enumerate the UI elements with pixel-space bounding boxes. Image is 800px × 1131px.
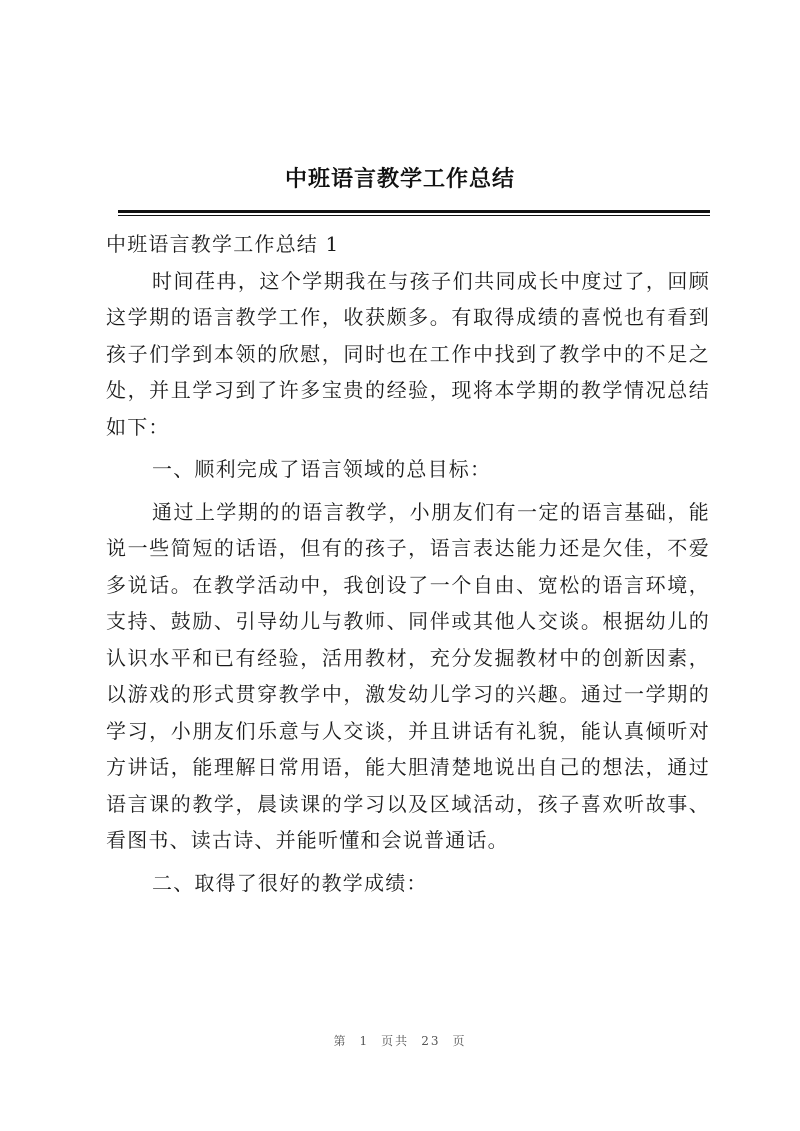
paragraph-heading-1: 一、顺利完成了语言领域的总目标：: [152, 457, 492, 481]
paragraph-body-1: 通过上学期的的语言教学，小朋友们有一定的语言基础，能说一些简短的话语，但有的孩子，语言表达能力还是欠佳，不爱多说话。在教学活动中，我创设了一个自由、宽松的语言环境，支持、鼓励、引导幼儿与教师、同伴或其他人交谈。根据幼儿的认识水平和已有经验，活用教材，充分发掘教材中的创新因素，以游戏的形式贯穿教学中，激发幼儿学习的兴趣。通过一学期的学习，小朋友们乐意与人交谈，并且讲话有礼貌，能认真倾听对方讲话，能理解日常用语，能大胆清楚地说出自己的想法，通过语言课的教学，晨读课的学习以及区域活动，孩子喜欢听故事、看图书、读古诗、并能听懂和会说普通话。: [106, 499, 710, 852]
section-heading: 中班语言教学工作总结 1: [106, 232, 340, 256]
footer-page-number: 1: [359, 1034, 370, 1048]
footer-prefix: 第: [333, 1034, 348, 1048]
paragraph-heading-2: 二、取得了很好的教学成绩：: [152, 870, 428, 895]
footer-total-pages: 23: [421, 1034, 441, 1048]
footer-middle: 页共: [381, 1034, 410, 1048]
document-body: [106, 226, 710, 901]
document-title: 中班语言教学工作总结: [284, 167, 515, 192]
title-rule-thin: [118, 215, 710, 216]
page-footer: [0, 1032, 800, 1049]
footer-suffix: 页: [452, 1034, 467, 1048]
title-rule: [118, 210, 710, 213]
paragraph-intro: 时间荏冉，这个学期我在与孩子们共同成长中度过了，回顾这学期的语言教学工作，收获颇多。有取得成绩的喜悦也有看到孩子们学到本领的欣慰，同时也在工作中找到了教学中的不足之处，并且学习到了许多宝贵的经验，现将本学期的教学情况总结如下：: [106, 268, 710, 439]
